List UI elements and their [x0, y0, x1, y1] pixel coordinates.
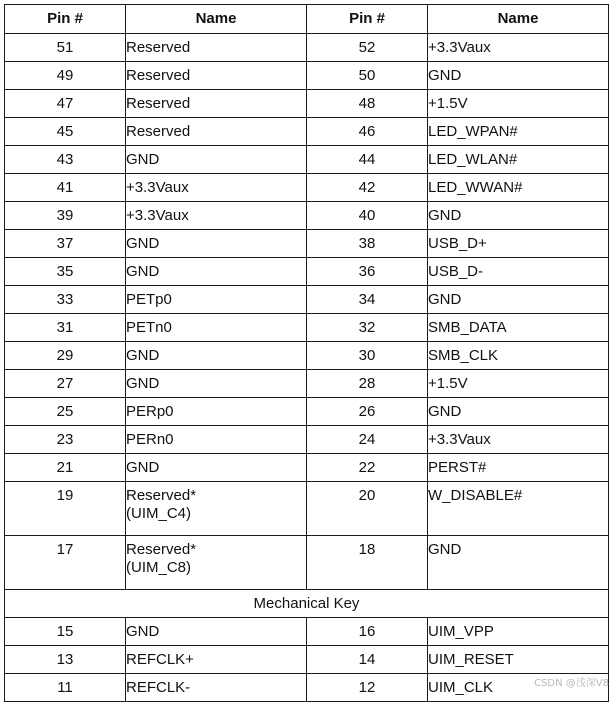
signal-name-line: Reserved: [126, 38, 191, 56]
signal-name-even: +3.3Vaux: [428, 426, 609, 454]
signal-name-odd: [126, 454, 307, 482]
signal-name-odd: [126, 174, 307, 202]
pin-number-even: 38: [307, 230, 428, 258]
pin-number-even: 42: [307, 174, 428, 202]
pin-number-odd: 11: [5, 674, 126, 702]
signal-name-odd: [126, 482, 307, 536]
signal-name-even: GND: [428, 398, 609, 426]
signal-name-line: Reserved: [126, 122, 191, 140]
pin-number-odd: 49: [5, 62, 126, 90]
signal-name-odd: [126, 342, 307, 370]
table-row: [5, 342, 609, 370]
pin-number-odd: 45: [5, 118, 126, 146]
table-row: [5, 674, 609, 702]
signal-name-line: REFCLK-: [126, 678, 191, 696]
signal-name-even: +1.5V: [428, 370, 609, 398]
pin-number-odd: 35: [5, 258, 126, 286]
table-row: [5, 230, 609, 258]
signal-name-even: +1.5V: [428, 90, 609, 118]
signal-name-odd: [126, 62, 307, 90]
pin-number-odd: 15: [5, 618, 126, 646]
signal-name-even: UIM_VPP: [428, 618, 609, 646]
table-row: [5, 286, 609, 314]
signal-name-odd: [126, 258, 307, 286]
pin-number-odd: 37: [5, 230, 126, 258]
pin-number-even: 24: [307, 426, 428, 454]
signal-name-line: +3.3Vaux: [126, 206, 189, 224]
table-row: [5, 370, 609, 398]
signal-name-line: Reserved: [126, 94, 191, 112]
mechanical-key-row: [5, 590, 609, 618]
signal-name-even: LED_WLAN#: [428, 146, 609, 174]
signal-name-line: Reserved*: [126, 541, 197, 558]
table-row: [5, 62, 609, 90]
signal-name-even: +3.3Vaux: [428, 34, 609, 62]
pin-number-odd: 31: [5, 314, 126, 342]
pin-number-even: 18: [307, 536, 428, 590]
signal-name-even: GND: [428, 202, 609, 230]
pin-number-even: 46: [307, 118, 428, 146]
signal-name-even: LED_WWAN#: [428, 174, 609, 202]
signal-name-line: REFCLK+: [126, 650, 194, 668]
pin-number-odd: 23: [5, 426, 126, 454]
signal-name-even: GND: [428, 536, 609, 590]
signal-name-even: USB_D-: [428, 258, 609, 286]
pin-number-odd: 29: [5, 342, 126, 370]
table-row: [5, 258, 609, 286]
signal-name-line: GND: [126, 622, 160, 640]
signal-name-odd: [126, 618, 307, 646]
signal-name-odd: [126, 118, 307, 146]
pin-number-even: 14: [307, 646, 428, 674]
table-row: [5, 398, 609, 426]
table-row: [5, 426, 609, 454]
pin-number-even: 26: [307, 398, 428, 426]
signal-name-line: GND: [126, 346, 160, 364]
signal-name-odd: [126, 674, 307, 702]
mechanical-key-label: Mechanical Key: [5, 590, 609, 618]
signal-name-even: LED_WPAN#: [428, 118, 609, 146]
table-header: [5, 5, 609, 34]
table-row: [5, 646, 609, 674]
pin-number-odd: 51: [5, 34, 126, 62]
signal-name-odd: [126, 90, 307, 118]
pin-number-even: 32: [307, 314, 428, 342]
signal-name-even: SMB_DATA: [428, 314, 609, 342]
table-row: [5, 34, 609, 62]
pin-number-odd: 43: [5, 146, 126, 174]
signal-name-even: UIM_RESET: [428, 646, 609, 674]
pin-number-even: 52: [307, 34, 428, 62]
pinout-table: [4, 4, 609, 702]
signal-name-even: W_DISABLE#: [428, 482, 609, 536]
table-body: [5, 34, 609, 702]
pin-number-odd: 19: [5, 482, 126, 536]
table-row: [5, 454, 609, 482]
signal-name-even: UIM_CLK: [428, 674, 609, 702]
pin-number-even: 12: [307, 674, 428, 702]
signal-name-line: PERn0: [126, 430, 174, 448]
signal-name-odd: [126, 34, 307, 62]
signal-name-line: GND: [126, 150, 160, 168]
signal-name-odd: [126, 230, 307, 258]
pin-number-odd: 47: [5, 90, 126, 118]
table-row: [5, 174, 609, 202]
table-row: [5, 202, 609, 230]
pin-number-odd: 27: [5, 370, 126, 398]
table-row: [5, 314, 609, 342]
pin-number-odd: 17: [5, 536, 126, 590]
pin-number-even: 20: [307, 482, 428, 536]
table-row: [5, 90, 609, 118]
signal-name-odd: [126, 370, 307, 398]
pin-number-odd: 39: [5, 202, 126, 230]
signal-name-even: PERST#: [428, 454, 609, 482]
signal-name-even: USB_D+: [428, 230, 609, 258]
signal-name-odd: [126, 426, 307, 454]
signal-name-odd: [126, 398, 307, 426]
signal-name-even: SMB_CLK: [428, 342, 609, 370]
signal-name-line: GND: [126, 234, 160, 252]
table-row: [5, 536, 609, 590]
signal-name-line: Reserved: [126, 66, 191, 84]
pin-number-even: 30: [307, 342, 428, 370]
pin-number-odd: 13: [5, 646, 126, 674]
signal-name-line: (UIM_C8): [126, 559, 192, 576]
watermark: CSDN @浅深V8: [534, 678, 609, 689]
signal-name-line: GND: [126, 374, 160, 392]
header-pin-right: Pin #: [307, 5, 428, 34]
header-pin-left: Pin #: [5, 5, 126, 34]
pin-number-odd: 21: [5, 454, 126, 482]
pin-number-even: 22: [307, 454, 428, 482]
table-row: [5, 618, 609, 646]
signal-name-odd: [126, 646, 307, 674]
pin-number-even: 28: [307, 370, 428, 398]
signal-name-odd: [126, 536, 307, 590]
pin-number-even: 36: [307, 258, 428, 286]
pin-number-even: 40: [307, 202, 428, 230]
signal-name-line: Reserved*: [126, 487, 197, 504]
signal-name-even: GND: [428, 62, 609, 90]
pin-number-odd: 41: [5, 174, 126, 202]
pin-number-even: 44: [307, 146, 428, 174]
signal-name-odd: [126, 146, 307, 174]
header-name-right: Name: [428, 5, 609, 34]
signal-name-line: PERp0: [126, 402, 174, 420]
signal-name-line: PETp0: [126, 290, 172, 308]
pin-number-odd: 25: [5, 398, 126, 426]
signal-name-line: GND: [126, 458, 160, 476]
pin-number-odd: 33: [5, 286, 126, 314]
signal-name-odd: [126, 202, 307, 230]
signal-name-even: GND: [428, 286, 609, 314]
pin-number-even: 50: [307, 62, 428, 90]
pin-number-even: 16: [307, 618, 428, 646]
signal-name-line: GND: [126, 262, 160, 280]
table-row: [5, 118, 609, 146]
pin-number-even: 34: [307, 286, 428, 314]
header-name-left: Name: [126, 5, 307, 34]
signal-name-line: +3.3Vaux: [126, 178, 189, 196]
signal-name-odd: [126, 286, 307, 314]
signal-name-line: PETn0: [126, 318, 172, 336]
table-row: [5, 482, 609, 536]
pin-number-even: 48: [307, 90, 428, 118]
signal-name-line: (UIM_C4): [126, 505, 192, 522]
signal-name-odd: [126, 314, 307, 342]
table-row: [5, 146, 609, 174]
